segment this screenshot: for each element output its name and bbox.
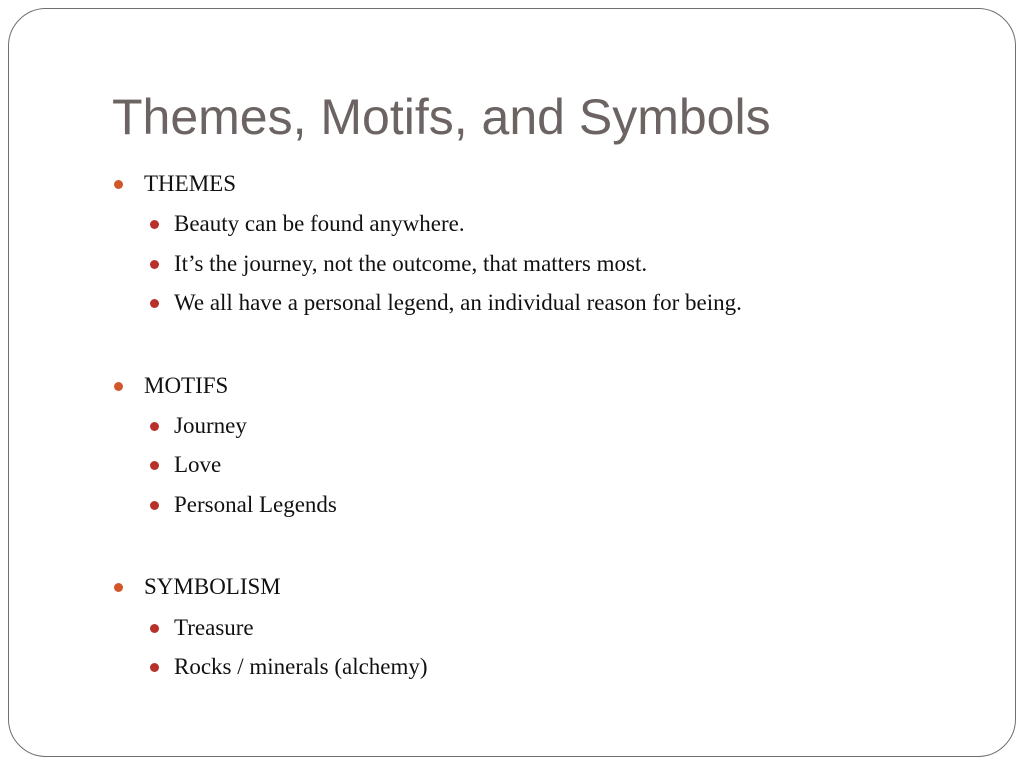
list-item-text: It’s the journey, not the outcome, that matters most. xyxy=(174,251,648,276)
list-item xyxy=(150,289,742,317)
list-item-text: We all have a personal legend, an individual reason for being. xyxy=(174,290,742,315)
section-heading-motifs xyxy=(114,372,228,400)
bullet-icon xyxy=(150,299,159,308)
bullet-icon xyxy=(150,663,159,672)
section-heading-label: MOTIFS xyxy=(144,373,229,398)
list-item-text: Treasure xyxy=(174,615,254,640)
list-item-text: Beauty can be found anywhere. xyxy=(174,211,465,236)
bullet-icon xyxy=(150,501,159,510)
bullet-icon xyxy=(150,220,159,229)
list-item-text: Personal Legends xyxy=(174,492,337,517)
list-item-text: Journey xyxy=(174,413,247,438)
list-item xyxy=(150,614,254,642)
list-item-text: Rocks / minerals (alchemy) xyxy=(174,654,428,679)
list-item xyxy=(150,250,647,278)
section-heading-label: SYMBOLISM xyxy=(144,574,281,599)
list-item-text: Love xyxy=(174,452,222,477)
list-item xyxy=(150,491,337,519)
list-item xyxy=(150,653,428,681)
bullet-icon xyxy=(150,461,159,470)
bullet-icon xyxy=(150,260,159,269)
slide-title: Themes, Motifs, and Symbols xyxy=(112,89,771,145)
bullet-icon xyxy=(114,382,123,391)
section-heading-symbolism xyxy=(114,573,281,601)
list-item xyxy=(150,210,465,238)
bullet-icon xyxy=(150,422,159,431)
list-item xyxy=(150,412,247,440)
section-heading-themes xyxy=(114,170,236,198)
bullet-icon xyxy=(150,624,159,633)
bullet-icon xyxy=(114,583,123,592)
list-item xyxy=(150,451,221,479)
bullet-icon xyxy=(114,180,123,189)
section-heading-label: THEMES xyxy=(144,171,236,196)
